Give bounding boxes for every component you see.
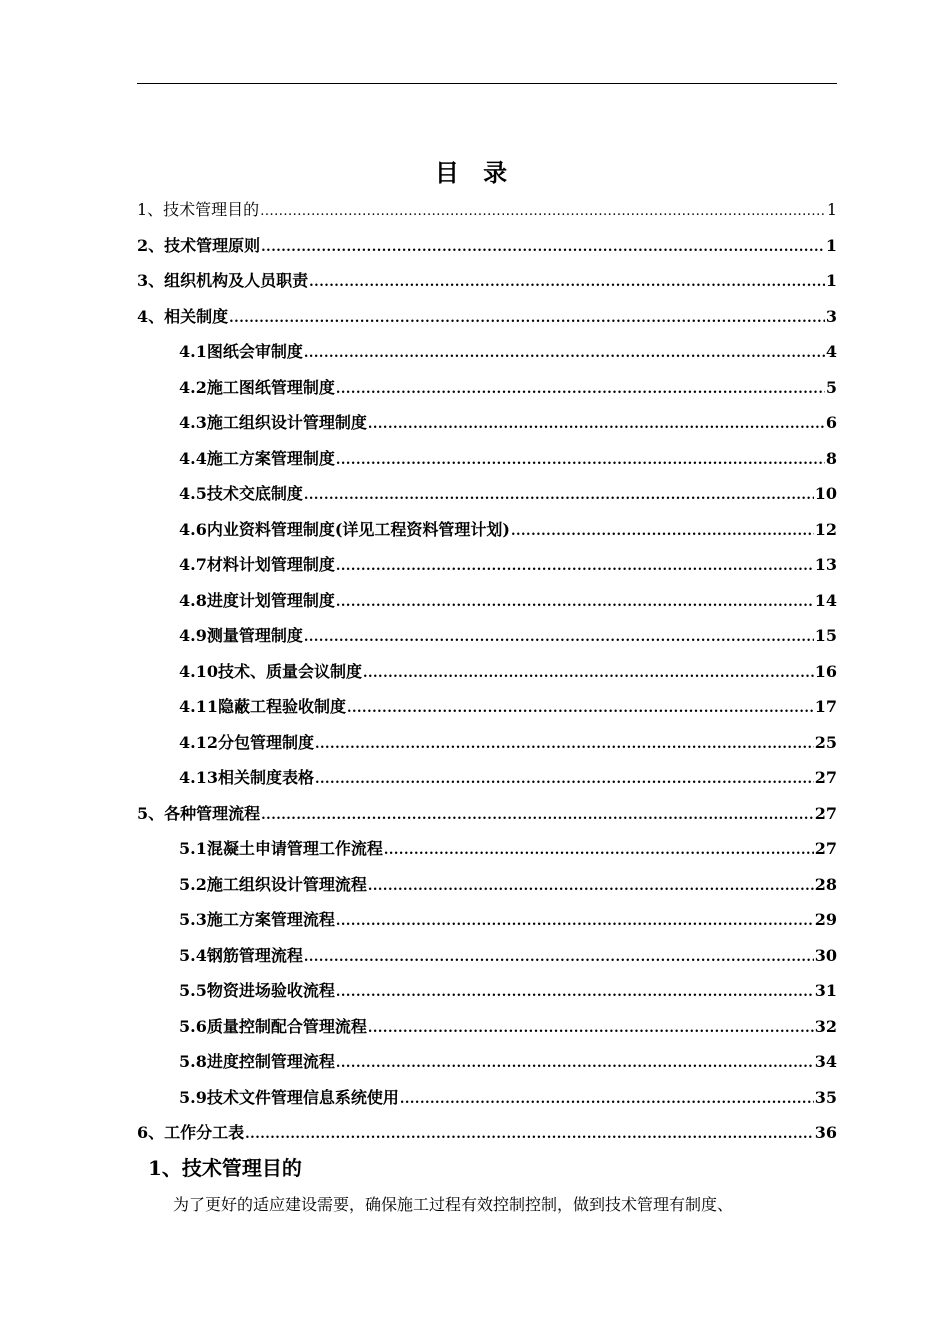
toc-entry[interactable] (137, 1047, 837, 1083)
toc-entry[interactable] (137, 1083, 837, 1119)
toc-entry-page: 31 (814, 981, 837, 1000)
toc-entry[interactable] (137, 408, 837, 444)
toc-entry-page: 35 (814, 1087, 837, 1107)
toc-dot-leader (336, 375, 825, 405)
table-of-contents (137, 195, 837, 1154)
toc-entry[interactable] (137, 266, 837, 302)
toc-entry[interactable] (137, 515, 837, 551)
toc-dot-leader (400, 1085, 814, 1115)
toc-dot-leader (336, 552, 814, 582)
toc-dot-leader (336, 907, 814, 937)
toc-dot-leader (304, 339, 825, 369)
toc-entry-label: 4.2施工图纸管理制度 (179, 377, 335, 397)
toc-entry-label: 5.5物资进场验收流程 (179, 981, 335, 1000)
toc-dot-leader (368, 1014, 814, 1044)
toc-entry-label: 2、技术管理原则 (137, 235, 261, 255)
toc-dot-leader (245, 1120, 814, 1150)
toc-entry[interactable] (137, 657, 837, 693)
toc-entry-page: 29 (814, 910, 837, 929)
toc-entry-page: 27 (814, 803, 837, 823)
toc-dot-leader (336, 1049, 814, 1079)
toc-entry-label: 4.7材料计划管理制度 (179, 555, 335, 574)
toc-dot-leader (336, 588, 814, 618)
toc-entry-label: 4.3施工组织设计管理制度 (179, 413, 367, 432)
toc-dot-leader (336, 446, 825, 476)
toc-dot-leader (368, 872, 814, 902)
toc-entry[interactable] (137, 337, 837, 373)
toc-title: 目 录 (434, 158, 516, 187)
toc-entry[interactable] (137, 763, 837, 799)
toc-entry[interactable] (137, 621, 837, 657)
toc-dot-leader (315, 765, 814, 795)
toc-entry-label: 5、各种管理流程 (137, 803, 261, 823)
toc-entry-label: 6、工作分工表 (137, 1123, 245, 1142)
toc-entry[interactable] (137, 799, 837, 835)
toc-entry-label: 5.1混凝土申请管理工作流程 (179, 839, 383, 858)
toc-entry-page: 36 (814, 1123, 837, 1142)
toc-dot-leader (309, 268, 825, 298)
body-paragraph: 为了更好的适应建设需要，确保施工过程有效控制控制，做到技术管理有制度、 (173, 1195, 734, 1214)
toc-dot-leader (304, 481, 814, 511)
toc-entry-page: 3 (825, 306, 837, 326)
toc-entry[interactable] (137, 302, 837, 338)
toc-dot-leader (304, 943, 814, 973)
toc-dot-leader (363, 659, 814, 689)
header-rule (137, 83, 837, 84)
toc-entry-page: 4 (825, 342, 837, 361)
toc-entry[interactable] (137, 586, 837, 622)
toc-entry-page: 32 (814, 1016, 837, 1036)
toc-dot-leader (260, 197, 826, 227)
toc-entry-page: 14 (814, 590, 837, 610)
toc-entry-label: 4.5技术交底制度 (179, 484, 303, 503)
toc-entry[interactable] (137, 231, 837, 267)
toc-entry-label: 5.6质量控制配合管理流程 (179, 1016, 367, 1036)
toc-entry[interactable] (137, 941, 837, 977)
toc-entry-label: 4.10技术、质量会议制度 (179, 661, 362, 681)
toc-dot-leader (384, 836, 814, 866)
toc-dot-leader (261, 801, 814, 831)
toc-entry[interactable] (137, 728, 837, 764)
toc-entry-page: 28 (814, 874, 837, 894)
toc-entry-page: 15 (814, 626, 837, 645)
toc-entry-page: 8 (825, 448, 837, 468)
toc-entry[interactable] (137, 1118, 837, 1154)
toc-entry-label: 4.6内业资料管理制度(详见工程资料管理计划) (179, 519, 510, 539)
toc-entry-page: 1 (825, 235, 837, 255)
toc-entry-label: 4.4施工方案管理制度 (179, 448, 335, 468)
toc-entry[interactable] (137, 195, 837, 231)
section-heading: 1、技术管理目的 (148, 1156, 302, 1180)
toc-entry-label: 5.8进度控制管理流程 (179, 1052, 335, 1071)
toc-entry[interactable] (137, 905, 837, 941)
toc-entry-label: 1、技术管理目的 (137, 200, 260, 219)
toc-dot-leader (315, 730, 814, 760)
toc-entry[interactable] (137, 550, 837, 586)
toc-entry-label: 4.13相关制度表格 (179, 768, 314, 787)
toc-entry[interactable] (137, 1012, 837, 1048)
toc-entry-page: 13 (814, 555, 837, 574)
toc-entry[interactable] (137, 444, 837, 480)
toc-entry-page: 30 (814, 945, 837, 965)
toc-entry-page: 6 (825, 413, 837, 432)
toc-entry[interactable] (137, 976, 837, 1012)
toc-entry-page: 10 (814, 484, 837, 503)
toc-entry-page: 5 (825, 377, 837, 397)
toc-entry[interactable] (137, 692, 837, 728)
toc-dot-leader (261, 233, 825, 263)
toc-entry-label: 5.4钢筋管理流程 (179, 945, 303, 965)
toc-entry[interactable] (137, 479, 837, 515)
toc-entry-label: 4.9测量管理制度 (179, 626, 303, 645)
toc-entry-label: 5.9技术文件管理信息系统使用 (179, 1087, 399, 1107)
toc-entry-page: 1 (826, 200, 837, 219)
toc-dot-leader (229, 304, 825, 334)
toc-entry[interactable] (137, 373, 837, 409)
toc-entry-label: 5.2施工组织设计管理流程 (179, 874, 367, 894)
toc-entry-label: 4.11隐蔽工程验收制度 (179, 697, 346, 716)
toc-entry-label: 4、相关制度 (137, 306, 229, 326)
toc-entry-page: 27 (814, 839, 837, 858)
toc-entry-label: 4.12分包管理制度 (179, 732, 314, 752)
toc-entry-page: 12 (814, 519, 837, 539)
toc-entry-label: 4.8进度计划管理制度 (179, 590, 335, 610)
toc-entry[interactable] (137, 834, 837, 870)
toc-entry[interactable] (137, 870, 837, 906)
toc-entry-label: 3、组织机构及人员职责 (137, 271, 309, 290)
toc-entry-label: 5.3施工方案管理流程 (179, 910, 335, 929)
toc-entry-page: 34 (814, 1052, 837, 1071)
toc-dot-leader (368, 410, 825, 440)
toc-entry-page: 27 (814, 768, 837, 787)
toc-dot-leader (304, 623, 814, 653)
toc-entry-page: 16 (814, 661, 837, 681)
toc-entry-page: 25 (814, 732, 837, 752)
toc-dot-leader (336, 978, 814, 1008)
toc-dot-leader (511, 517, 814, 547)
toc-entry-label: 4.1图纸会审制度 (179, 342, 303, 361)
toc-entry-page: 17 (814, 697, 837, 716)
toc-entry-page: 1 (825, 271, 837, 290)
toc-dot-leader (347, 694, 814, 724)
